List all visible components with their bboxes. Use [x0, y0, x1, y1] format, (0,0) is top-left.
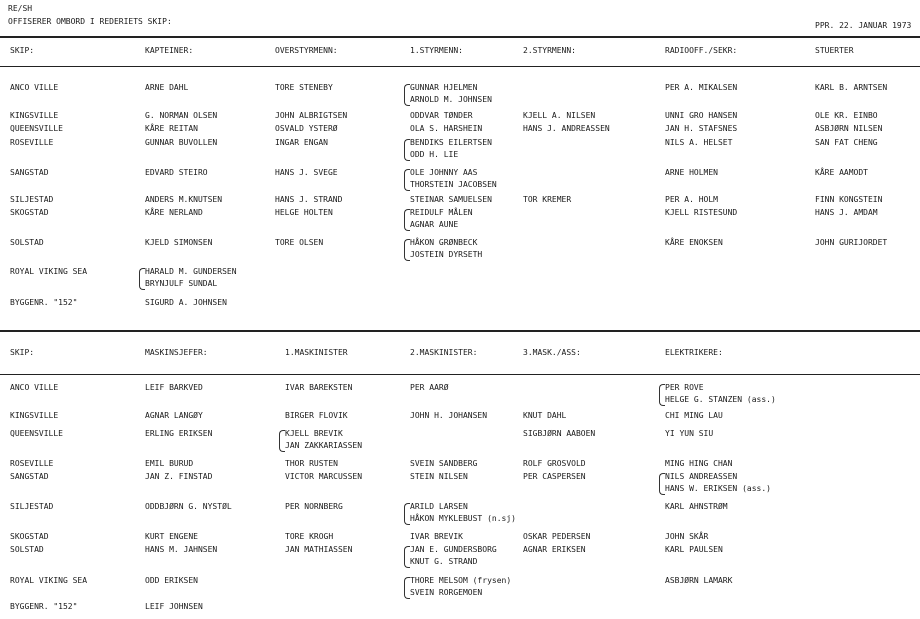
officer-name: KJELL BREVIK — [285, 429, 343, 438]
ship-name: ROYAL VIKING SEA — [10, 267, 88, 276]
officer-name: ARNE DAHL — [145, 83, 189, 92]
ship-name: ANCO VILLE — [10, 83, 59, 92]
officer-name: PER CASPERSEN — [523, 472, 586, 481]
column-header: STUERTER — [815, 46, 854, 55]
officer-name: HELGE HOLTEN — [275, 208, 333, 217]
officer-name: KARL AHNSTRØM — [665, 502, 728, 511]
brace-mark — [404, 139, 410, 161]
officer-name: ODDBJØRN G. NYSTØL — [145, 502, 232, 511]
divider — [0, 36, 920, 38]
officer-name: HANS J. SVEGE — [275, 168, 338, 177]
officer-name: PER AARØ — [410, 383, 449, 392]
officer-name: ASBJØRN NILSEN — [815, 124, 883, 133]
officer-name: ODDVAR TØNDER — [410, 111, 473, 120]
officer-name: GUNNAR BUVOLLEN — [145, 138, 218, 147]
officer-name: HELGE G. STANZEN (ass.) — [665, 395, 776, 404]
ship-name: ANCO VILLE — [10, 383, 59, 392]
ship-name: QUEENSVILLE — [10, 124, 63, 133]
officer-name: ANDERS M.KNUTSEN — [145, 195, 223, 204]
officer-name: OLE JOHNNY AAS — [410, 168, 478, 177]
officer-name: IVAR BAREKSTEN — [285, 383, 353, 392]
officer-name: THORE MELSOM (frysen) — [410, 576, 512, 585]
officer-name: CHI MING LAU — [665, 411, 723, 420]
brace-mark — [404, 503, 410, 525]
officer-name: AGNAR ERIKSEN — [523, 545, 586, 554]
brace-mark — [404, 577, 410, 599]
officer-name: SVEIN SANDBERG — [410, 459, 478, 468]
officer-name: JOHN ALBRIGTSEN — [275, 111, 348, 120]
column-header: SKIP: — [10, 348, 35, 357]
officer-name: ODD ERIKSEN — [145, 576, 198, 585]
officer-name: BIRGER FLOVIK — [285, 411, 348, 420]
officer-name: OLE KR. EINBO — [815, 111, 878, 120]
officer-name: TOR KREMER — [523, 195, 572, 204]
officer-name: ROLF GROSVOLD — [523, 459, 586, 468]
officer-name: ARILD LARSEN — [410, 502, 468, 511]
officer-name: JOHN H. JOHANSEN — [410, 411, 488, 420]
document-date: PPR. 22. JANUAR 1973 — [815, 21, 912, 30]
ship-name: SILJESTAD — [10, 502, 54, 511]
officer-name: G. NORMAN OLSEN — [145, 111, 218, 120]
brace-mark — [404, 546, 410, 568]
brace-mark — [404, 239, 410, 261]
column-header: OVERSTYRMENN: — [275, 46, 338, 55]
officer-name: KÅRE ENOKSEN — [665, 238, 723, 247]
reference-code: RE/SH — [8, 4, 33, 13]
ship-name: KINGSVILLE — [10, 411, 59, 420]
officer-name: KURT ENGENE — [145, 532, 198, 541]
brace-mark — [404, 84, 410, 106]
ship-name: ROSEVILLE — [10, 138, 54, 147]
brace-mark — [404, 169, 410, 191]
officer-name: VICTOR MARCUSSEN — [285, 472, 363, 481]
ship-name: SKOGSTAD — [10, 208, 49, 217]
officer-name: LEIF JOHNSEN — [145, 602, 203, 611]
column-header: ELEKTRIKERE: — [665, 348, 723, 357]
document-title: OFFISERER OMBORD I REDERIETS SKIP: — [8, 17, 172, 26]
officer-name: GUNNAR HJELMEN — [410, 83, 478, 92]
officer-name: KÅRE NERLAND — [145, 208, 203, 217]
officer-name: NILS A. HELSET — [665, 138, 733, 147]
officer-name: NILS ANDREASSEN — [665, 472, 738, 481]
officer-name: KARL B. ARNTSEN — [815, 83, 888, 92]
ship-name: SKOGSTAD — [10, 532, 49, 541]
column-header: RADIOOFF./SEKR: — [665, 46, 738, 55]
officer-name: ARNE HOLMEN — [665, 168, 718, 177]
officer-name: PER NORNBERG — [285, 502, 343, 511]
column-header: 2.MASKINISTER: — [410, 348, 478, 357]
divider — [0, 66, 920, 67]
divider — [0, 330, 920, 332]
ship-name: QUEENSVILLE — [10, 429, 63, 438]
officer-name: KJELL A. NILSEN — [523, 111, 596, 120]
ship-name: ROSEVILLE — [10, 459, 54, 468]
officer-name: JAN ZAKKARIASSEN — [285, 441, 363, 450]
officer-name: PER A. HOLM — [665, 195, 718, 204]
officer-name: JOHN SKÅR — [665, 532, 709, 541]
officer-name: SAN FAT CHENG — [815, 138, 878, 147]
officer-name: SIGBJØRN AABOEN — [523, 429, 596, 438]
ship-name: SANGSTAD — [10, 168, 49, 177]
officer-name: TORE KROGH — [285, 532, 334, 541]
officer-name: AGNAR AUNE — [410, 220, 459, 229]
officer-name: HÅKON MYKLEBUST (n.sj) — [410, 514, 516, 523]
officer-name: EMIL BURUD — [145, 459, 194, 468]
officer-name: PER A. MIKALSEN — [665, 83, 738, 92]
ship-name: KINGSVILLE — [10, 111, 59, 120]
column-header: 3.MASK./ASS: — [523, 348, 581, 357]
column-header: SKIP: — [10, 46, 35, 55]
ship-name: SOLSTAD — [10, 545, 44, 554]
officer-name: BRYNJULF SUNDAL — [145, 279, 218, 288]
officer-name: JOSTEIN DYRSETH — [410, 250, 483, 259]
ship-name: BYGGENR. "152" — [10, 298, 78, 307]
officer-name: INGAR ENGAN — [275, 138, 328, 147]
officer-name: JAN MATHIASSEN — [285, 545, 353, 554]
officer-name: BENDIKS EILERTSEN — [410, 138, 492, 147]
column-header: 1.STYRMENN: — [410, 46, 463, 55]
column-header: 2.STYRMENN: — [523, 46, 576, 55]
officer-name: HANS M. JAHNSEN — [145, 545, 218, 554]
officer-name: HANS J. ANDREASSEN — [523, 124, 610, 133]
officer-name: LEIF BARKVED — [145, 383, 203, 392]
officer-name: JAN E. GUNDERSBORG — [410, 545, 497, 554]
brace-mark — [659, 473, 665, 495]
officer-name: HÅKON GRØNBECK — [410, 238, 478, 247]
brace-mark — [404, 209, 410, 231]
officer-name: HARALD M. GUNDERSEN — [145, 267, 237, 276]
officer-name: THORSTEIN JACOBSEN — [410, 180, 497, 189]
officer-name: SVEIN RORGEMOEN — [410, 588, 483, 597]
officer-name: STEIN NILSEN — [410, 472, 468, 481]
officer-name: STEINAR SAMUELSEN — [410, 195, 492, 204]
officer-name: TORE STENEBY — [275, 83, 333, 92]
ship-name: SANGSTAD — [10, 472, 49, 481]
officer-name: KJELL RISTESUND — [665, 208, 738, 217]
officer-name: TORE OLSEN — [275, 238, 324, 247]
column-header: MASKINSJEFER: — [145, 348, 208, 357]
officer-name: FINN KONGSTEIN — [815, 195, 883, 204]
officer-name: KJELD SIMONSEN — [145, 238, 213, 247]
officer-name: YI YUN SIU — [665, 429, 714, 438]
officer-name: AGNAR LANGØY — [145, 411, 203, 420]
officer-name: UNNI GRO HANSEN — [665, 111, 738, 120]
brace-mark — [659, 384, 665, 406]
officer-name: KNUT G. STRAND — [410, 557, 478, 566]
officer-name: EDVARD STEIRO — [145, 168, 208, 177]
officer-name: JAN Z. FINSTAD — [145, 472, 213, 481]
officer-name: KÅRE REITAN — [145, 124, 198, 133]
officer-name: ODD H. LIE — [410, 150, 459, 159]
officer-name: REIDULF MÅLEN — [410, 208, 473, 217]
officer-name: MING HING CHAN — [665, 459, 733, 468]
officer-name: JAN H. STAFSNES — [665, 124, 738, 133]
officer-name: OSKAR PEDERSEN — [523, 532, 591, 541]
officer-name: SIGURD A. JOHNSEN — [145, 298, 227, 307]
officer-name: HANS J. AMDAM — [815, 208, 878, 217]
officer-name: THOR RUSTEN — [285, 459, 338, 468]
officer-name: ASBJØRN LAMARK — [665, 576, 733, 585]
ship-name: SOLSTAD — [10, 238, 44, 247]
column-header: KAPTEINER: — [145, 46, 194, 55]
officer-name: OSVALD YSTERØ — [275, 124, 338, 133]
officer-name: OLA S. HARSHEIN — [410, 124, 483, 133]
officer-name: JOHN GURIJORDET — [815, 238, 888, 247]
divider — [0, 374, 920, 375]
officer-name: ARNOLD M. JOHNSEN — [410, 95, 492, 104]
officer-name: KNUT DAHL — [523, 411, 567, 420]
officer-name: KÅRE AAMODT — [815, 168, 868, 177]
ship-name: ROYAL VIKING SEA — [10, 576, 88, 585]
ship-name: SILJESTAD — [10, 195, 54, 204]
officer-name: KARL PAULSEN — [665, 545, 723, 554]
officer-name: HANS J. STRAND — [275, 195, 343, 204]
officer-name: IVAR BREVIK — [410, 532, 463, 541]
brace-mark — [279, 430, 285, 452]
officer-name: HANS W. ERIKSEN (ass.) — [665, 484, 771, 493]
column-header: 1.MASKINISTER — [285, 348, 348, 357]
officer-name: PER ROVE — [665, 383, 704, 392]
officer-name: ERLING ERIKSEN — [145, 429, 213, 438]
brace-mark — [139, 268, 145, 290]
ship-name: BYGGENR. "152" — [10, 602, 78, 611]
